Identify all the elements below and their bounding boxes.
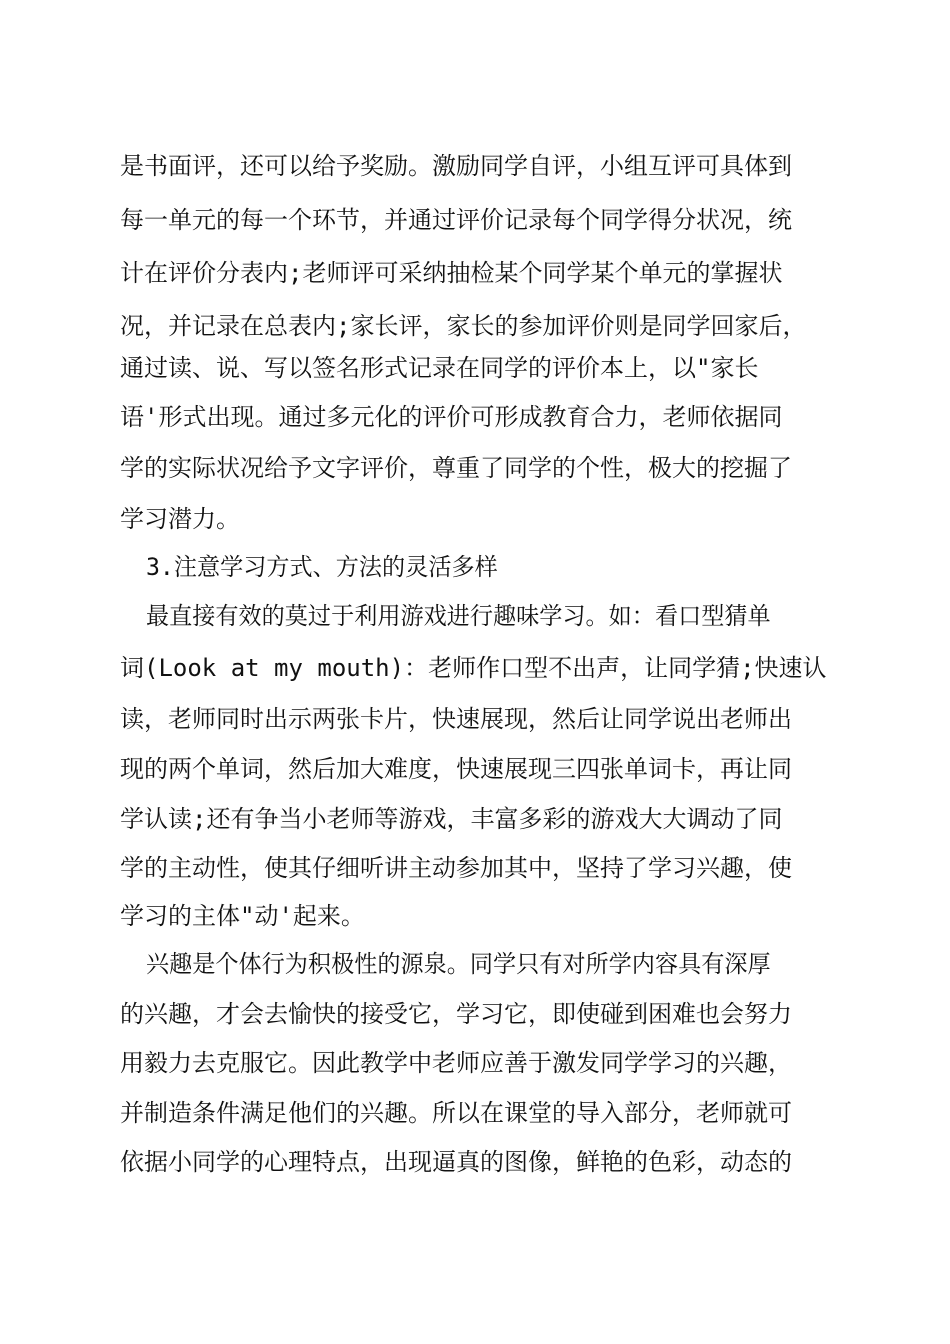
text-line: 学习的主体"动'起来。 <box>120 902 365 930</box>
text-line: 现的两个单词，然后加大难度，快速展现三四张单词卡，再让同 <box>120 755 792 783</box>
text-line: 通过读、说、写以签名形式记录在同学的评价本上，以"家长 <box>120 354 759 382</box>
text-line: 读，老师同时出示两张卡片，快速展现，然后让同学说出老师出 <box>120 705 792 733</box>
text-line: 的兴趣，才会去愉快的接受它，学习它，即使碰到困难也会努力 <box>120 1000 792 1028</box>
text-line: 学认读;还有争当小老师等游戏，丰富多彩的游戏大大调动了同 <box>120 805 783 833</box>
text-line: 学的主动性，使其仔细听讲主动参加其中，坚持了学习兴趣，使 <box>120 854 792 882</box>
text-line: 词(Look at my mouth)：老师作口型不出声，让同学猜;快速认 <box>120 654 827 682</box>
text-line: 况，并记录在总表内;家长评，家长的参加评价则是同学回家后， <box>120 312 807 340</box>
text-line: 最直接有效的莫过于利用游戏进行趣味学习。如：看口型猜单 <box>146 602 771 630</box>
section-heading: 3.注意学习方式、方法的灵活多样 <box>146 553 498 581</box>
text-line: 学的实际状况给予文字评价，尊重了同学的个性，极大的挖掘了 <box>120 454 792 482</box>
text-line: 并制造条件满足他们的兴趣。所以在课堂的导入部分，老师就可 <box>120 1099 792 1127</box>
text-line: 计在评价分表内;老师评可采纳抽检某个同学某个单元的掌握状 <box>120 259 783 287</box>
text-line: 是书面评，还可以给予奖励。激励同学自评，小组互评可具体到 <box>120 152 792 180</box>
text-line: 兴趣是个体行为积极性的源泉。同学只有对所学内容具有深厚 <box>146 950 771 978</box>
text-line: 学习潜力。 <box>120 505 240 533</box>
text-line: 每一单元的每一个环节，并通过评价记录每个同学得分状况，统 <box>120 206 792 234</box>
text-line: 语'形式出现。通过多元化的评价可形成教育合力，老师依据同 <box>120 403 783 431</box>
text-line: 依据小同学的心理特点，出现逼真的图像，鲜艳的色彩，动态的 <box>120 1148 792 1176</box>
text-line: 用毅力去克服它。因此教学中老师应善于激发同学学习的兴趣， <box>120 1049 792 1077</box>
